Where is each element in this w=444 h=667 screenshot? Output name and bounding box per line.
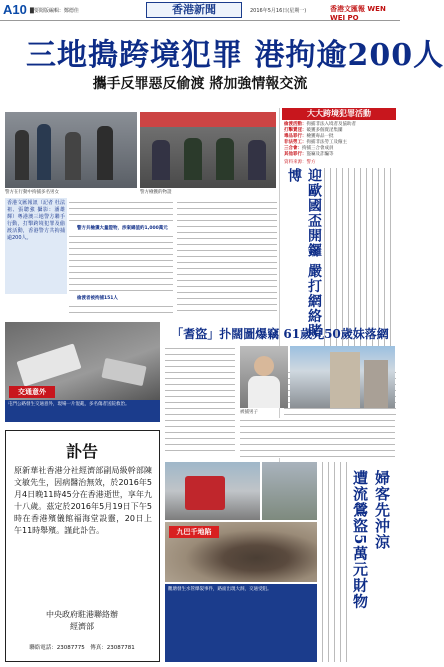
sidebar-source: 資料來源：警方	[284, 160, 316, 165]
sidebar-row: 偷渡活動：拘捕非法入境者及協助者	[284, 122, 356, 127]
obituary-signoff: 中央政府駐港聯絡辦 經濟部	[46, 610, 118, 631]
face-shape	[254, 356, 274, 376]
officer-shape	[216, 138, 234, 180]
subheadline: 攜手反罪惡反偷渡 將加強情報交流	[92, 76, 308, 92]
exhibit-photo	[140, 112, 276, 188]
building-shape	[330, 352, 360, 408]
vehicle-shape	[16, 343, 81, 386]
officer-shape	[184, 138, 202, 180]
subhead-a: 警方共檢獲大量證物，涉案總值約1,000萬元	[77, 226, 168, 231]
story2-title: 「耆盜」扑闊圖爆竊 61歲兒50歲妹落網	[171, 327, 389, 341]
story3-text: 觀塘發生水管爆裂事件，路面出現大洞，交通受阻。	[168, 587, 272, 592]
person-shape	[65, 132, 81, 180]
body-shape	[248, 376, 280, 408]
obituary-title: 訃告	[65, 442, 98, 461]
editor-line: █要聞版編輯：鄭德佳	[30, 8, 79, 14]
story3-title-2: 遭流鶯盜5萬元財物	[351, 470, 369, 610]
sinkhole-label: 九巴千地陷	[169, 526, 219, 538]
page-header	[0, 0, 400, 21]
suspect-photo	[240, 346, 288, 408]
sidebar-title: 大大跨境犯罪活動	[282, 108, 396, 120]
sidebar-row: 三合會：拘捕三合會成員	[284, 146, 334, 151]
person-shape	[37, 124, 51, 180]
brand-logo: 香港文匯報 WEN WEI PO	[330, 5, 386, 22]
subhead-c: 偷渡者被拘捕151人	[77, 296, 118, 301]
sidebar-row: 毒品罪行：檢獲毒品一批	[284, 134, 334, 139]
date-line: 2016年5月16日(星期一)	[250, 8, 307, 14]
accident-label: 交通意外	[9, 386, 55, 398]
story2-text	[165, 346, 235, 456]
text-column	[177, 200, 277, 312]
headline: 三地搗跨境犯罪 港拘逾200人	[26, 38, 444, 73]
officer-shape	[248, 140, 266, 180]
obituary-contact: 聯絡電話：23087775 傳真：23087781	[29, 645, 135, 651]
photo-caption: 警方在行動中拘捕多名男女	[5, 190, 59, 195]
text-column	[69, 200, 173, 224]
arrest-photo	[5, 112, 137, 188]
bus-photo	[165, 462, 260, 520]
person-shape	[97, 126, 113, 180]
sidebar-row: 打擊賣淫：破獲多個賣淫集團	[284, 128, 343, 133]
building-photo	[290, 346, 395, 408]
section-title: 香港新聞	[146, 2, 242, 18]
story3-title-1: 婦客先沖涼	[373, 470, 391, 550]
accident-text: 屯門公路發生交通意外，現場一片混亂，多名傷者送院救治。	[8, 402, 130, 407]
officer-shape	[152, 140, 170, 180]
building-shape	[364, 360, 388, 408]
story3-caption-box	[165, 584, 317, 662]
sidebar-row: 其他罪行：盜竊及詐騙等	[284, 152, 334, 157]
story3-body	[320, 462, 348, 662]
sidebar-list	[284, 122, 396, 158]
story2-caption: 被捕男子	[240, 410, 258, 415]
obituary-body: 原新華社香港分社經濟部副局級幹部陳文敏先生，因病醫治無效，於2016年5月4日晚11時45分在香港逝世，享年九十八歲。茲定於2016年5月19日下午5時在香港殯儀館福海堂設靈，20日上午11時舉殯。謹此訃告。	[14, 466, 152, 535]
person-shape	[15, 130, 29, 180]
bus-shape	[185, 476, 225, 510]
accident-caption-box	[5, 400, 160, 422]
photo-caption: 警方檢獲的物證	[140, 190, 172, 195]
text-column	[69, 304, 173, 314]
lead-text: 香港文匯報訊（記者 杜法祖、張聰強 攝影：潘雄輝）粵港澳三地警方聯手行動，打擊跨境犯罪及偷渡活動，香港警方共拘捕逾200人。	[7, 200, 65, 241]
page-number: A10	[3, 2, 27, 17]
text-column	[69, 234, 173, 294]
story2-text-2	[240, 418, 395, 458]
main-story	[5, 198, 277, 316]
street-photo	[262, 462, 317, 520]
sidebar-row: 非法勞工：拘捕非法勞工及僱主	[284, 140, 347, 145]
vertical-headline: 迎歐國盃開鑼 嚴打網絡賭博	[286, 168, 322, 339]
sinkhole-photo	[165, 522, 317, 582]
obituary-box	[5, 430, 160, 662]
vehicle-shape	[101, 358, 146, 386]
accident-photo	[5, 322, 160, 400]
